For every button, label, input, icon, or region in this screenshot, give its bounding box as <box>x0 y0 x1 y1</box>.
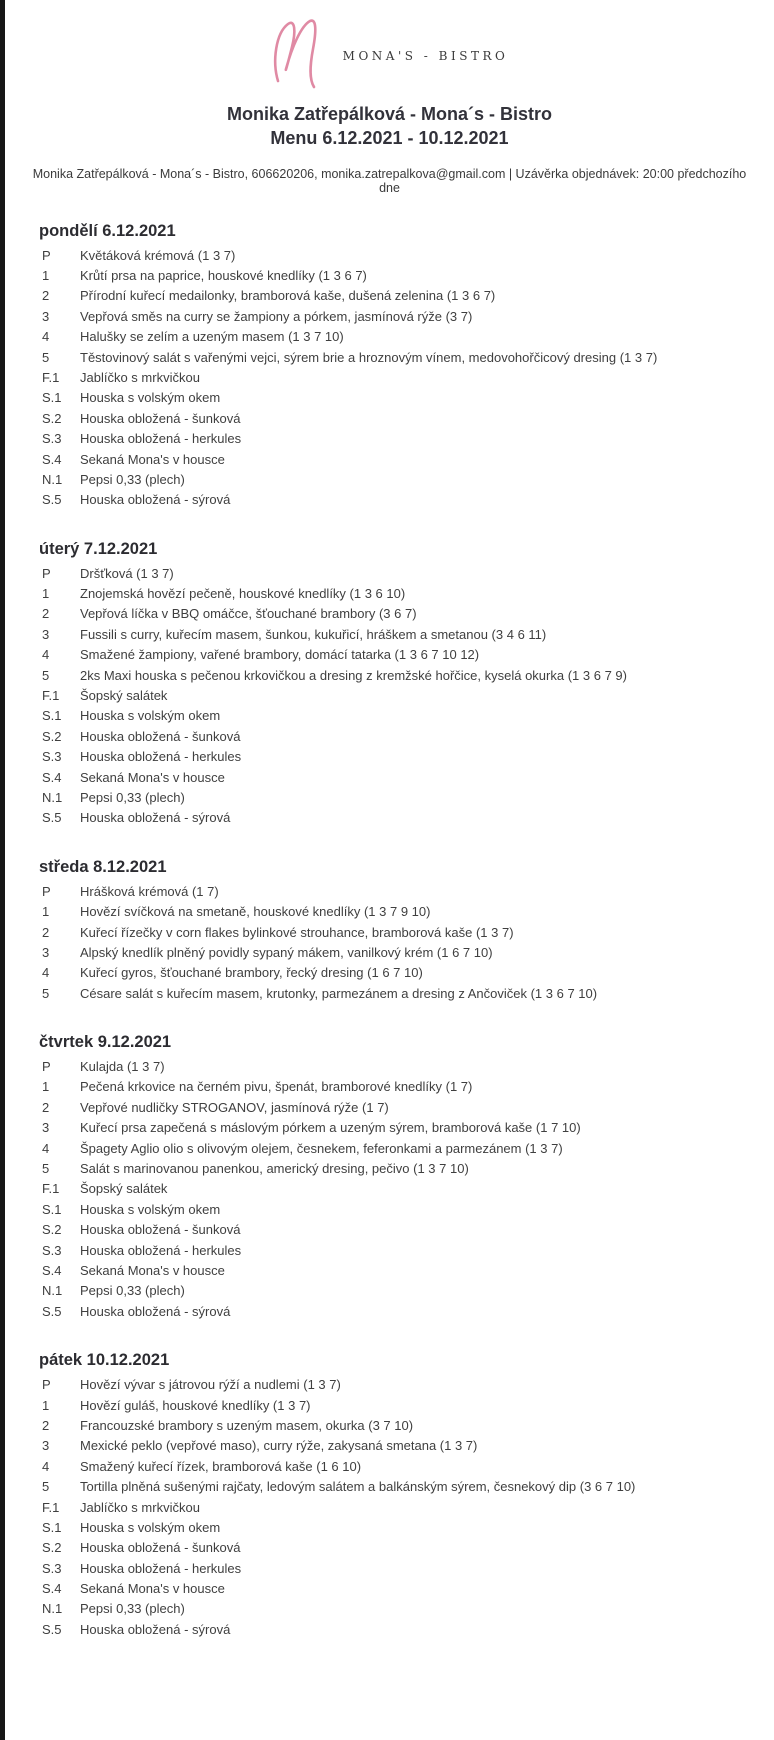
menu-item-code: S.5 <box>42 1303 62 1319</box>
menu-item-row <box>25 1459 754 1479</box>
menu-item-code: S.4 <box>42 769 62 785</box>
menu-item-description: Houska obložená - herkules <box>80 749 242 765</box>
menu-item-row <box>25 965 754 985</box>
bistro-logo <box>25 14 754 92</box>
menu-item-code: 1 <box>42 904 50 920</box>
menu-date-range: Menu 6.12.2021 - 10.12.2021 <box>270 128 509 149</box>
menu-item-code: S.1 <box>42 708 62 724</box>
menu-item-row <box>25 1243 754 1263</box>
menu-item-description: Kuřecí gyros, šťouchané brambory, řecký dresing (1 6 7 10) <box>80 965 423 981</box>
menu-item-description: Sekaná Mona's v housce <box>80 451 225 467</box>
menu-item-description: Houska s volským okem <box>80 1201 221 1217</box>
menu-item-description: Pepsi 0,33 (plech) <box>80 1283 185 1299</box>
menu-item-code: S.2 <box>42 1540 62 1556</box>
menu-item-code: 2 <box>42 288 50 304</box>
menu-item-row <box>25 329 754 349</box>
menu-item-description: Smažené žampiony, vařené brambory, domácí tatarka (1 3 6 7 10 12) <box>80 647 480 663</box>
menu-item-code: 4 <box>42 1458 50 1474</box>
menu-item-description: 2ks Maxi houska s pečenou krkovičkou a dresing z kremžské hořčice, kyselá okurka (1 3 6 7 9) <box>80 667 627 683</box>
menu-item-code: S.4 <box>42 1581 62 1597</box>
menu-item-row <box>25 1079 754 1099</box>
menu-item-description: Hovězí svíčková na smetaně, houskové knedlíky (1 3 7 9 10) <box>80 904 431 920</box>
menu-item-row <box>25 790 754 810</box>
menu-item-code: S.5 <box>42 1621 62 1637</box>
page-header <box>25 102 754 151</box>
menu-item-code: 1 <box>42 586 50 602</box>
menu-item-row <box>25 452 754 472</box>
menu-item-row <box>25 729 754 749</box>
menu-item-code: F.1 <box>42 1499 60 1515</box>
menu-item-description: Sekaná Mona's v housce <box>80 769 225 785</box>
menu-item-code: P <box>42 565 51 581</box>
menu-item-code: S.3 <box>42 431 62 447</box>
menu-item-description: Houska obložená - šunková <box>80 1540 241 1556</box>
menu-item-code: P <box>42 247 51 263</box>
menu-item-description: Houska obložená - herkules <box>80 431 242 447</box>
menu-item-row <box>25 1304 754 1324</box>
menu-item-code: N.1 <box>42 789 63 805</box>
menu-item-code: F.1 <box>42 369 60 385</box>
day-section <box>25 540 754 831</box>
day-title: pátek 10.12.2021 <box>39 1351 170 1370</box>
menu-item-row <box>25 810 754 830</box>
menu-item-row <box>25 627 754 647</box>
menu-item-description: Jablíčko s mrkvičkou <box>80 1499 200 1515</box>
menu-item-code: N.1 <box>42 1601 63 1617</box>
menu-item-row <box>25 884 754 904</box>
menu-item-code: 3 <box>42 1438 50 1454</box>
day-section <box>25 1351 754 1642</box>
menu-item-description: Salát s marinovanou panenkou, americký dresing, pečivo (1 3 7 10) <box>80 1161 469 1177</box>
menu-item-code: S.5 <box>42 492 62 508</box>
menu-item-row <box>25 370 754 390</box>
menu-item-row <box>25 1418 754 1438</box>
menu-item-code: P <box>42 883 51 899</box>
menu-item-description: Sekaná Mona's v housce <box>80 1263 225 1278</box>
menu-item-row <box>25 288 754 308</box>
menu-item-code: 5 <box>42 985 50 1001</box>
menu-item-code: 2 <box>42 606 50 622</box>
menu-item-row <box>25 749 754 769</box>
menu-item-code: S.2 <box>42 410 62 426</box>
menu-item-code: 2 <box>42 1099 50 1115</box>
menu-item-code: S.1 <box>42 390 62 406</box>
menu-item-description: Houska obložená - sýrová <box>80 492 231 508</box>
menu-item-description: Pepsi 0,33 (plech) <box>80 789 185 805</box>
menu-item-code: S.1 <box>42 1519 62 1535</box>
menu-item-row <box>25 708 754 728</box>
menu-item-row <box>25 1601 754 1621</box>
menu-item-row <box>25 472 754 492</box>
menu-item-description: Hrášková krémová (1 7) <box>80 883 219 899</box>
menu-item-description: Dršťková (1 3 7) <box>80 565 174 581</box>
menu-item-description: Vepřová líčka v BBQ omáčce, šťouchané brambory (3 6 7) <box>80 606 417 622</box>
menu-item-code: 2 <box>42 1417 50 1433</box>
menu-item-row <box>25 1581 754 1601</box>
menu-item-description: Fussili s curry, kuřecím masem, šunkou, kukuřicí, hráškem a smetanou (3 4 6 11) <box>80 626 547 642</box>
menu-item-description: Kuřecí řízečky v corn flakes bylinkové strouhance, bramborová kaše (1 3 7) <box>80 924 514 940</box>
menu-item-code: S.1 <box>42 1201 62 1217</box>
menu-item-description: Šopský salátek <box>80 688 168 704</box>
menu-item-description: Houska obložená - herkules <box>80 1560 242 1576</box>
menu-item-code: 5 <box>42 1161 50 1177</box>
menu-item-row <box>25 688 754 708</box>
menu-item-description: Halušky se zelím a uzeným masem (1 3 7 10) <box>80 329 344 345</box>
menu-item-code: S.5 <box>42 810 62 826</box>
menu-item-description: Špagety Aglio olio s olivovým olejem, česnekem, feferonkami a parmezánem (1 3 7) <box>80 1140 563 1156</box>
menu-item-code: 3 <box>42 626 50 642</box>
day-title: čtvrtek 9.12.2021 <box>39 1033 172 1052</box>
menu-item-description: Houska obložená - šunková <box>80 410 241 426</box>
menu-item-description: Hovězí vývar s játrovou rýží a nudlemi (1 3 7) <box>80 1377 341 1393</box>
menu-item-description: Mexické peklo (vepřové maso), curry rýže, zakysaná smetana (1 3 7) <box>80 1438 478 1454</box>
menu-item-row <box>25 1438 754 1458</box>
menu-item-description: Francouzské brambory s uzeným masem, okurka (3 7 10) <box>80 1417 414 1433</box>
menu-item-row <box>25 904 754 924</box>
menu-item-description: Césare salát s kuřecím masem, krutonky, parmezánem a dresing z Ančoviček (1 3 6 7 10) <box>80 985 598 1001</box>
day-section <box>25 222 754 513</box>
menu-item-code: 1 <box>42 1079 50 1095</box>
menu-item-row <box>25 1520 754 1540</box>
menu-item-code: F.1 <box>42 1181 60 1197</box>
menu-item-row <box>25 248 754 268</box>
menu-item-description: Šopský salátek <box>80 1181 168 1197</box>
menu-item-row <box>25 986 754 1006</box>
menu-item-description: Přírodní kuřecí medailonky, bramborová kaše, dušená zelenina (1 3 6 7) <box>80 288 496 304</box>
menu-item-code: P <box>42 1377 51 1393</box>
menu-item-description: Jablíčko s mrkvičkou <box>80 369 200 385</box>
page-title: Monika Zatřepálková - Mona´s - Bistro <box>226 104 553 124</box>
contact-info: Monika Zatřepálková - Mona´s - Bistro, 606620206, monika.zatrepalkova@gmail.com | Uzávěrka objednávek: 20:00 předchozího dne <box>32 166 747 195</box>
menu-item-row <box>25 492 754 512</box>
menu-item-description: Pepsi 0,33 (plech) <box>80 1601 185 1617</box>
day-section <box>25 1033 754 1324</box>
day-section <box>25 858 754 1006</box>
menu-item-row <box>25 411 754 431</box>
menu-item-description: Sekaná Mona's v housce <box>80 1581 225 1597</box>
menu-item-row <box>25 1500 754 1520</box>
menu-item-code: F.1 <box>42 688 60 704</box>
menu-item-description: Znojemská hovězí pečeně, houskové knedlíky (1 3 6 10) <box>80 586 406 602</box>
menu-item-row <box>25 1100 754 1120</box>
menu-item-row <box>25 586 754 606</box>
menu-item-row <box>25 1622 754 1642</box>
menu-item-description: Houska obložená - sýrová <box>80 810 231 826</box>
menu-item-row <box>25 1120 754 1140</box>
menu-item-description: Těstovinový salát s vařenými vejci, sýrem brie a hroznovým vínem, medovohořčicový dresing (1 3 7) <box>80 349 658 365</box>
menu-item-description: Kulajda (1 3 7) <box>80 1059 165 1075</box>
menu-item-row <box>25 1161 754 1181</box>
menu-item-row <box>25 770 754 790</box>
menu-item-row <box>25 606 754 626</box>
menu-item-description: Houska obložená - herkules <box>80 1242 242 1258</box>
menu-item-row <box>25 1561 754 1581</box>
menu-item-code: S.4 <box>42 1263 62 1278</box>
menu-item-description: Krůtí prsa na paprice, houskové knedlíky (1 3 6 7) <box>80 267 367 283</box>
menu-item-description: Pepsi 0,33 (plech) <box>80 471 185 487</box>
menu-item-description: Alpský knedlík plněný povidly sypaný mákem, vanilkový krém (1 6 7 10) <box>80 944 493 960</box>
menu-item-description: Vepřové nudličky STROGANOV, jasmínová rýže (1 7) <box>80 1099 389 1115</box>
menu-item-description: Smažený kuřecí řízek, bramborová kaše (1 6 10) <box>80 1458 362 1474</box>
menu-item-row <box>25 1283 754 1303</box>
menu-item-description: Vepřová směs na curry se žampiony a pórkem, jasmínová rýže (3 7) <box>80 308 473 324</box>
menu-item-row <box>25 1141 754 1161</box>
menu-item-code: 5 <box>42 667 50 683</box>
menu-item-row <box>25 431 754 451</box>
menu-item-row <box>25 945 754 965</box>
menu-item-code: 1 <box>42 1397 50 1413</box>
menu-item-code: S.3 <box>42 1242 62 1258</box>
menu-item-code: 4 <box>42 329 50 345</box>
menu-item-code: S.3 <box>42 1560 62 1576</box>
menu-item-row <box>25 1263 754 1283</box>
logo-monogram-icon <box>271 17 329 89</box>
menu-item-description: Houska obložená - šunková <box>80 728 241 744</box>
menu-item-code: N.1 <box>42 1283 63 1299</box>
menu-item-row <box>25 309 754 329</box>
menu-item-row <box>25 566 754 586</box>
menu-item-code: 2 <box>42 924 50 940</box>
menu-item-code: 4 <box>42 1140 50 1156</box>
menu-item-code: 4 <box>42 965 50 981</box>
menu-item-row <box>25 1398 754 1418</box>
menu-item-row <box>25 647 754 667</box>
menu-item-description: Kuřecí prsa zapečená s máslovým pórkem a uzeným sýrem, bramborová kaše (1 7 10) <box>80 1120 581 1136</box>
menu-item-row <box>25 350 754 370</box>
menu-item-code: S.3 <box>42 749 62 765</box>
menu-item-description: Tortilla plněná sušenými rajčaty, ledovým salátem a balkánským sýrem, česnekový dip (3 6 7 10) <box>80 1479 636 1495</box>
menu-item-code: S.2 <box>42 728 62 744</box>
day-title: úterý 7.12.2021 <box>39 539 158 558</box>
menu-item-code: 3 <box>42 308 50 324</box>
menu-item-row <box>25 268 754 288</box>
menu-item-row <box>25 1202 754 1222</box>
menu-item-description: Pečená krkovice na černém pivu, špenát, bramborové knedlíky (1 7) <box>80 1079 473 1095</box>
menu-item-code: S.2 <box>42 1222 62 1238</box>
menu-item-row <box>25 1377 754 1397</box>
menu-item-code: 5 <box>42 1479 50 1495</box>
menu-item-code: 3 <box>42 1120 50 1136</box>
menu-item-row <box>25 1181 754 1201</box>
menu-item-description: Hovězí guláš, houskové knedlíky (1 3 7) <box>80 1397 311 1413</box>
menu-item-description: Houska s volským okem <box>80 708 221 724</box>
menu-item-description: Houska obložená - šunková <box>80 1222 241 1238</box>
menu-item-code: 1 <box>42 267 50 283</box>
menu-item-description: Houska s volským okem <box>80 390 221 406</box>
menu-item-description: Houska s volským okem <box>80 1519 221 1535</box>
menu-days <box>25 222 754 1643</box>
logo-brand-text: MONA'S - BISTRO <box>342 49 509 63</box>
day-title: středa 8.12.2021 <box>39 857 167 876</box>
menu-item-description: Houska obložená - sýrová <box>80 1621 231 1637</box>
menu-item-row <box>25 1540 754 1560</box>
menu-item-description: Květáková krémová (1 3 7) <box>80 247 236 263</box>
menu-item-code: P <box>42 1059 51 1075</box>
menu-item-code: 5 <box>42 349 50 365</box>
menu-item-code: 4 <box>42 647 50 663</box>
menu-item-row <box>25 1222 754 1242</box>
page-left-border <box>0 0 5 1740</box>
menu-item-row <box>25 668 754 688</box>
menu-item-row <box>25 390 754 410</box>
menu-item-row <box>25 1059 754 1079</box>
day-title: pondělí 6.12.2021 <box>39 221 176 240</box>
menu-item-code: 3 <box>42 944 50 960</box>
menu-item-code: S.4 <box>42 451 62 467</box>
menu-item-row <box>25 925 754 945</box>
menu-item-code: N.1 <box>42 471 63 487</box>
menu-item-description: Houska obložená - sýrová <box>80 1303 231 1319</box>
menu-item-row <box>25 1479 754 1499</box>
